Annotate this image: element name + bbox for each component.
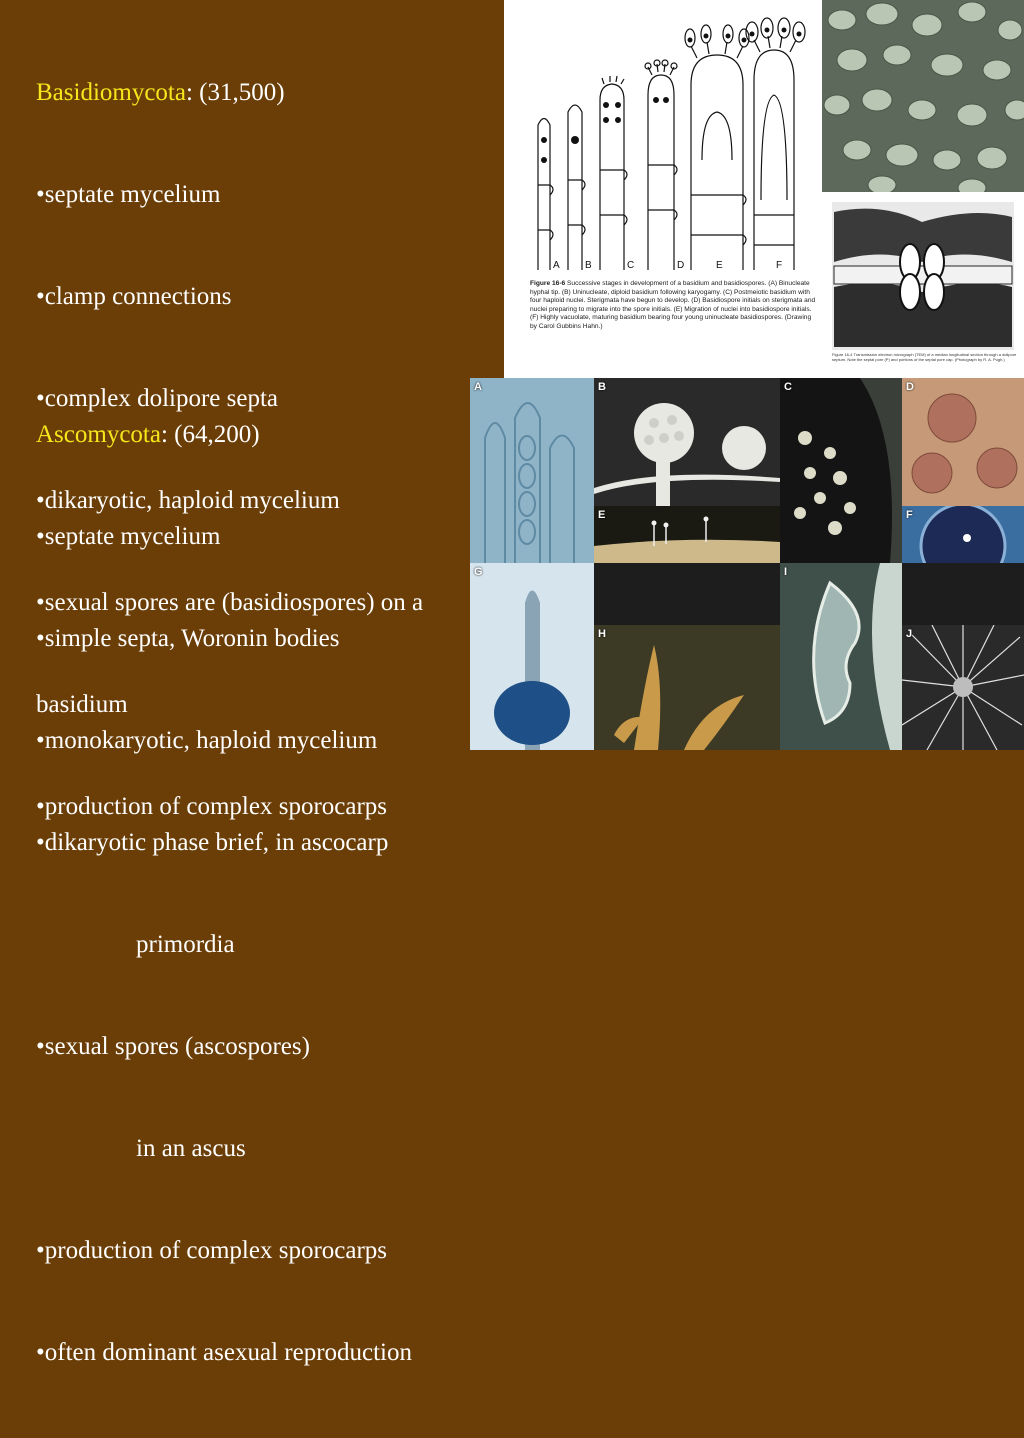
ascomycota-count: : (64,200): [160, 421, 260, 448]
tem-photo-art: [822, 192, 1024, 352]
asco-line: •septate mycelium: [36, 523, 221, 550]
figure-caption: [530, 280, 818, 332]
photo-cell-appendages: [902, 625, 1024, 750]
stage-letter: E: [716, 260, 723, 271]
photo-label: B: [598, 381, 606, 393]
photo-cell-ascocarps: [902, 378, 1024, 506]
basidio-line: •clamp connections: [36, 283, 232, 310]
ascomycota-heading: [36, 418, 412, 452]
basidio-line: •septate mycelium: [36, 181, 221, 208]
photo-cell-conidiophore: [594, 378, 780, 506]
photo-label: A: [474, 381, 482, 393]
figure-number: Figure 16-6: [530, 280, 566, 287]
asco-line: •dikaryotic phase brief, in ascocarp: [36, 829, 389, 856]
stage-letter: F: [776, 260, 783, 271]
photo-label: F: [906, 509, 913, 521]
photo-cell-cleistothecia: [780, 378, 902, 563]
photo-cell-stalked-fruiting: [594, 506, 780, 563]
ascomycota-block: [36, 350, 412, 1438]
asco-line: •sexual spores (ascospores): [36, 1033, 310, 1060]
stage-letter: C: [627, 260, 635, 271]
asco-line: primordia: [136, 931, 235, 958]
asco-line: in an ascus: [136, 1135, 246, 1162]
sem-photo-art: [822, 0, 1024, 192]
photo-label: E: [598, 509, 606, 521]
stage-letter: D: [677, 260, 685, 271]
photo-cell-earth-tongues: [594, 625, 780, 750]
basidio-line: basidium: [36, 691, 128, 718]
photo-cell-perithecium: [470, 563, 594, 750]
photo-cell-asci: [470, 378, 594, 563]
figure-caption-text: Successive stages in development of a basidium and basidiospores. (A) Binucleate hyphal tip. (B) Uninucleate, diploid basidium following karyogamy. (C) Postmeiotic basidium with four haploid nuclei. Sterigmata have begun to develop. (D) Basidiospore initials on sterigmata and nuclei preparing to migrate into the spore initials. (E) Migration of nuclei into basidiospore initials. (F) Highly vacuolate, maturing basidium bearing four young uninucleate basidiospores. (Drawing by Carol Gubbins Hahn.): [530, 280, 816, 330]
basidio-line: •complex dolipore septa: [36, 385, 279, 412]
photo-label: H: [598, 628, 606, 640]
asco-line: •production of complex sporocarps: [36, 1237, 388, 1264]
asco-line: •often dominant asexual reproduction: [36, 1339, 413, 1366]
photo-cell-section: [902, 506, 1024, 563]
stage-letter: B: [585, 260, 592, 271]
basidio-line: •sexual spores are (basidiospores) on a: [36, 589, 424, 616]
basidium-development-figure: [504, 0, 822, 378]
asco-line: •simple septa, Woronin bodies: [36, 625, 340, 652]
basidio-line: •dikaryotic, haploid mycelium: [36, 487, 340, 514]
photo-cell-apothecium-section: [780, 563, 902, 750]
basidio-line: •production of complex sporocarps: [36, 793, 388, 820]
photo-label: C: [784, 381, 792, 393]
basidiomycota-heading: [36, 76, 423, 110]
ascomycota-photo-grid: [470, 378, 1024, 750]
photo-label: I: [784, 566, 788, 578]
photo-label: D: [906, 381, 914, 393]
photo-label: G: [474, 566, 483, 578]
tem-dolipore-photo: [822, 192, 1024, 378]
photo-label: J: [906, 628, 913, 640]
basidium-stages-drawing: [504, 0, 822, 280]
sem-basidia-photo: [822, 0, 1024, 192]
tem-caption: Figure 16-4 Transmission electron micrograph (TEM) of a median longitudinal section through a dolipore septum. Note the septal pore (P) and portions of the septal pore cap. (Photograph by R. A. Pugh.): [832, 352, 1017, 362]
ascomycota-name: Ascomycota: [36, 421, 161, 448]
basidiomycota-name: Basidiomycota: [36, 79, 186, 106]
basidiomycota-count: : (31,500): [185, 79, 285, 106]
stage-letter: A: [553, 260, 560, 271]
asco-line: •monokaryotic, haploid mycelium: [36, 727, 378, 754]
